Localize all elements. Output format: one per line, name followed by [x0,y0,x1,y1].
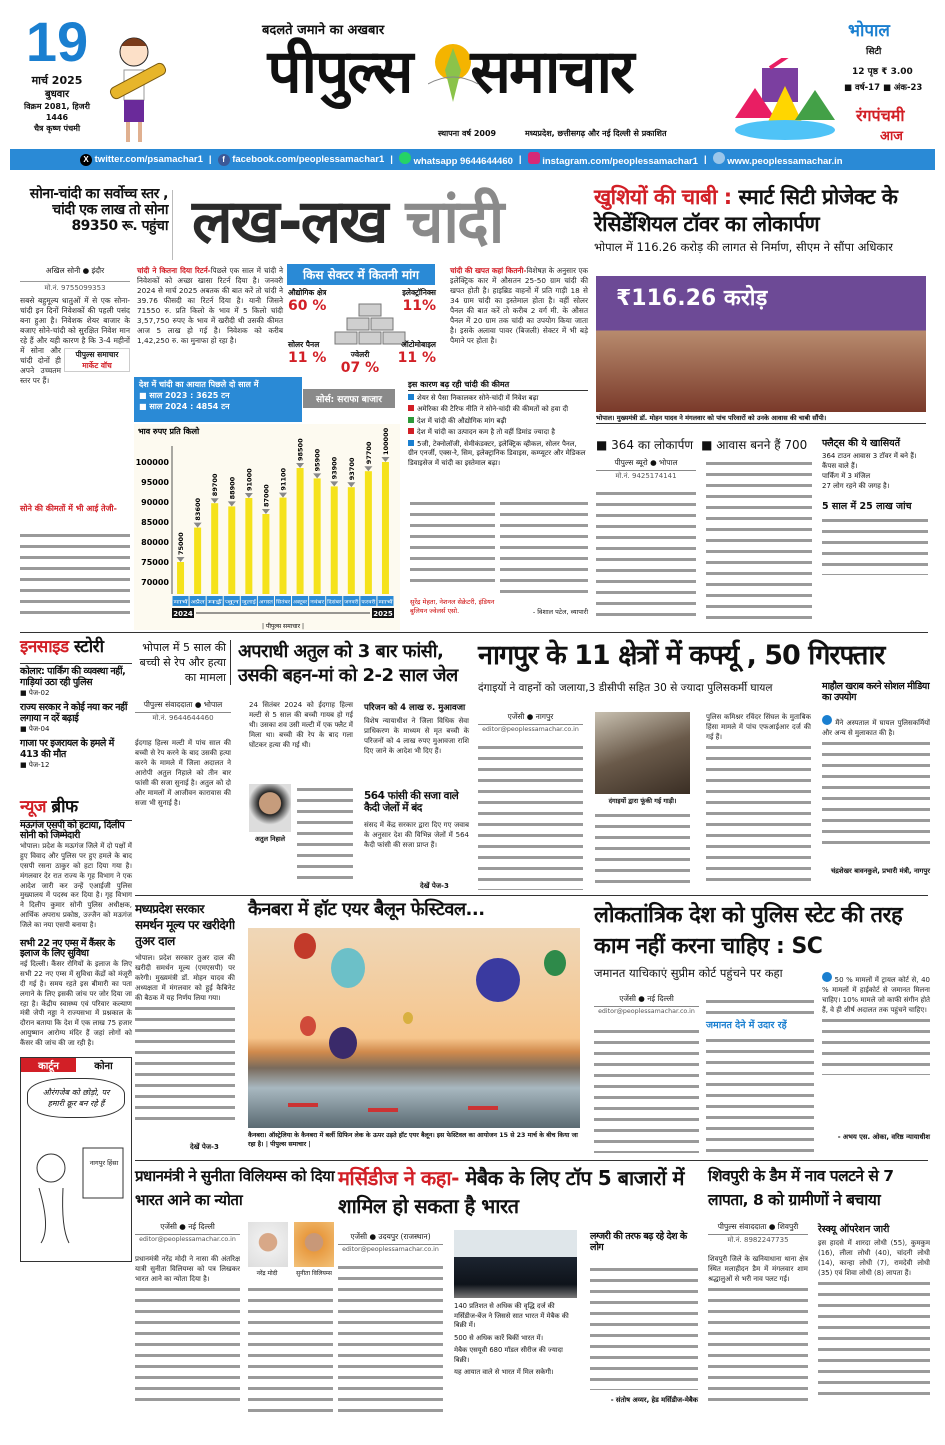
reasons-box [408,380,588,470]
festival-day: आज [880,129,903,144]
data-label: 93900 [330,456,339,480]
nagpur-text-1 [478,742,583,890]
reasons-title: इस कारण बढ़ रही चांदी की कीमत [408,380,588,391]
atul-text-1: ईदगाह हिल्स मल्टी में पांच साल की बच्ची से रेप करने के बाद उसकी हत्या करने के मामले में जिला अदालत ने आरोपी अतुल निहाले को तीन बार फांसी की सजा सुनाई है। अतुल को दो और मामलों में आजीवन कारावास की सजा भी सुनाई है। [135,739,231,807]
reason-item [408,417,588,427]
mercedes-quote-by: - संतोष अय्यर, हेड मर्सिडीज-मेबैक [610,1396,698,1404]
sector-automobile: ऑटोमोबाइल 11 % [397,340,436,366]
tuar-headline: मध्यप्रदेश सरकार समर्थन मूल्य पर खरीदेगी तुअर दाल [135,902,235,948]
sc-text-2 [706,996,814,1014]
features-title: फ्लैट्स की ये खासियतें [822,438,901,449]
masthead [0,0,945,148]
x-tick-label: नवंबर [310,599,321,606]
market-watch-badge: पीपुल्स समाचार मार्केट वॉच [64,348,130,372]
data-label: 87000 [262,484,271,507]
bar-marker [177,557,185,562]
smartcity-mobile: मो.नं. 9425174141 [615,472,677,480]
globe-icon [713,152,725,164]
y-axis-label: भाव रुपए प्रति किलो [138,427,200,436]
jail-head: 564 फांसी की सजा वाले कैदी जेलों में बंद [364,790,459,815]
section-divider [20,632,928,633]
bar-marker [313,473,321,478]
tuar-see-page[interactable]: देखें पेज-3 [190,1143,219,1151]
data-label: 75000 [177,532,186,555]
atul-byline: पीपुल्स संवाददाता ● भोपाल [135,700,231,713]
x-tick-label: अप्रैल [190,599,201,606]
corner-title: कोना [94,1060,113,1072]
bar-marker [330,481,338,486]
bar [314,478,321,594]
bar [280,498,287,594]
import-2024: ■ साल 2024 : 4854 टन [139,402,230,411]
silver-main-headline: लख-लख चांदी [192,187,503,257]
bar [177,562,184,594]
balloons-illustration [248,928,580,1128]
pm-headline: प्रधानमंत्री ने सुनीता विलियम्स को दिया भारत आने का न्योता [135,1167,335,1209]
whatsapp-icon [399,152,411,164]
atul-see-page[interactable]: देखें पेज-3 [420,882,449,890]
sc-byline: एजेंसी ● नई दिल्ली [594,994,699,1007]
sector-solar: सोलर पैनल 11 % [288,340,327,366]
sc-subhead: जमानत याचिकाएं सुप्रीम कोर्ट पहुंचने पर कहा [594,966,783,980]
bar [348,487,355,594]
sector-industrial: औद्योगिक क्षेत्र 60 % [288,288,327,314]
sc-text-1 [594,1026,699,1153]
bullet-icon [408,405,414,411]
data-label: 88900 [228,476,237,500]
quote-column-1 [410,498,495,590]
silver-intro-wrap [20,296,130,386]
x-tick-label: अगस्त [258,599,274,606]
balloon-headline: कैनबरा में हॉट एयर बैलून फेस्टिवल... [248,899,485,920]
reason-text: देश में चांदी का उत्पादन कम है तो वहीं डिमांड ज्यादा है [417,428,555,436]
social-bar: X twitter.com/psamachar1 | f facebook.com/peoplessamachar1 | whatsapp 9644644460 | instagram.com/peoplessamachar1 | www.peoplessamachar.in [10,149,935,170]
sc-email: editor@peoplessamachar.co.in [598,1008,695,1015]
facebook-icon: f [218,154,230,166]
sector-jewellery: ज्वेलरी 07 % [340,350,380,376]
import-box [134,377,302,422]
mercedes-headline: मर्सिडीज ने कहा- मेबैक के लिए टॉप 5 बाजारों में शामिल हो सकता है भारत [338,1166,684,1218]
sc-headline: लोकतांत्रिक देश को पुलिस स्टेट की तरह काम नहीं करना चाहिए : SC [594,903,903,959]
rescue-text: इस हादसे में शारदा लोधी (55), कुमकुम (16), लीला लोधी (40), चांदनी लोधी (14), कान्हा लोधी (7), रामदेवी लोधी (35) एवं शिवा लोधी (8) लापता हैं। [818,1238,930,1420]
data-label: 95900 [313,448,322,472]
sector-electronics: इलेक्ट्रॉनिक्स 11% [402,288,436,314]
website-link[interactable]: www.peoplessamachar.in [713,152,843,167]
mercedes-side-head: लग्जरी की तरफ बढ़ रहे देश के लोग [590,1231,687,1253]
x-tick-label: जनवरी [344,599,357,606]
smartcity-caption: भोपाल। मुख्यमंत्री डॉ. मोहन यादव ने मंगलवार को पांच परिवारों को उनके आवास की चाबी सौंपी। [596,414,926,424]
bullet-icon [408,417,414,423]
sector-title: किस सेक्टर में कितनी मांग [287,264,435,285]
logo: पीपुल्स समाचार [267,37,633,107]
gold-rise-subhead: सोने की कीमतों में भी आई तेजी- [20,504,117,513]
modi-photo [248,1222,288,1267]
whatsapp-link[interactable]: whatsapp 9644644460 [399,152,513,167]
vikram-samvat: विक्रम 2081, हिजरी 1446 [24,102,90,122]
section-divider [135,895,928,896]
bar-marker [245,493,253,498]
tuar-block [135,901,235,1139]
atul-headline: अपराधी अतुल को 3 बार फांसी, उसकी बहन-मां को 2-2 साल जेल [238,641,458,686]
cartoon-speech-bubble: औरंगजेब को छोड़ो, पर हमारी क्रूर बन रहे हैं [27,1078,125,1118]
inside-item[interactable]: राज्य सरकार ने कोई नया कर नहीं लगाया न दरें बढ़ाई ■ पेज-04 [20,701,127,733]
source-label: सोर्स: सराफा बाजार [303,389,395,408]
sunita-photo [294,1222,334,1267]
bar-marker [194,523,202,528]
year-end-label: 2025 [373,610,393,618]
shivpuri-mobile: मो.नं. 8982247735 [727,1236,789,1244]
x-twitter-icon: X [80,154,92,166]
mercedes-byline: एजेंसी ● उदयपुर (राजस्थान) [338,1232,443,1245]
smartcity-headline: खुशियों की चाबी : स्मार्ट सिटी प्रोजेक्ट के रेसिडेंशियल टॉवर का लोकार्पण [594,185,898,236]
data-label: 83600 [194,497,203,521]
nagpur-riot-photo [595,712,690,794]
x-tick-label: सितंबर [275,599,289,606]
features-block [822,436,928,575]
bar-marker [228,501,236,506]
bar-marker [364,466,372,471]
data-label: 89700 [211,473,220,497]
data-label: 91100 [279,467,288,491]
bar [194,528,201,594]
bar [331,486,338,594]
atul-text-3 [297,784,353,884]
features-list: 364 टाउन आवास 3 टॉवर में बने हैं। कैंपस वाले हैं। पार्किंग में 3 मंजिल 27 लोग रहने की जगह है। [822,452,917,490]
atul-text-2: 24 सितंबर 2024 को ईदगाह हिल्स मल्टी से 5 साल की बच्ची गायब हो गई थी। उसका शव उसी मल्टी में एक फ्लैट में मिला था। बच्ची की रेप के बाद गला घोंटकर हत्या की गई थी। [249,701,353,749]
data-label: 91000 [245,468,254,491]
date-day: 19 [25,10,89,73]
bullet-icon [408,428,414,434]
atul-mobile: मो.नं. 9644644460 [152,714,214,722]
import-title: देश में चांदी का आयात पिछले दो साल में [139,380,259,389]
divider [172,190,173,260]
date-block [12,10,102,134]
silver-byline: अखिल सोनी ● इंदौर [45,266,105,275]
mercedes-text-1 [338,1262,443,1420]
x-tick-label: जुलाई [241,599,253,606]
smartcity-head-block [594,184,929,255]
edition: सिटी [866,47,882,57]
shivpuri-byline: पीपुल्स संवाददाता ● शिवपुरी [708,1222,808,1235]
instagram-icon [528,152,540,164]
tuar-text: भोपाल। प्रदेश सरकार तुअर दाल की खरीदी समर्थन मूल्य (एमएसपी) पर करेगी। मुख्यमंत्री डॉ. मोहन यादव की अध्यक्षता में मंगलवार को हुई कैबिनेट की बैठक में यह निर्णय लिया गया। [135,953,235,1123]
sc-quote: 50 % मामलों में ट्रायल कोर्ट से, 40 % मामलों में हाईकोर्ट से जमानत मिलना चाहिए। 10% मामले जो काफी संगीन होते हैं, वे ही शीर्ष अदालत तक पहुंचने चाहिए। [822,972,930,1075]
cartoon-sign: नागपुर हिंसा [89,1158,119,1167]
nagpur-side-by: चंद्रशेखर बावनकुले, प्रभारी मंत्री, नागपुर [830,867,930,875]
reason-text: अमेरिका की टैरिफ नीति ने सोने-चांदी की कीमतों को हवा दी [417,405,569,413]
y-tick-label: 80000 [141,538,169,547]
y-tick-label: 75000 [141,558,169,567]
smartcity-text-1 [596,488,696,623]
city: भोपाल [848,21,890,41]
modi-caption: नरेंद्र मोदी [256,1270,278,1277]
bullet-icon [408,440,414,446]
bar [228,506,235,594]
reason-item [408,394,588,404]
silver-intro: सबसे बहुमूल्य धातुओं में से एक सोना-चांदी इन दिनों निवेशकों की पहली पसंद बना हुआ है। निवेशक शेयर बाजार के बजाए सोने-चांदी को सुरक्षित निवेश मान रहे हैं और यही कारण है कि 3-4 महीनों में सोना और चांदी दोनों ही अपने उच्चतम स्तर पर हैं। [20,296,130,385]
probe-title: 5 साल में 25 लाख जांच [822,501,912,512]
sc-quote-by: - अभय एस. ओका, वरिष्ठ न्यायाधीश [837,1133,930,1141]
tithi: चैत्र कृष्ण पंचमी [33,124,81,133]
jail-text: संसद में केंद्र सरकार द्वारा दिए गए जवाब के अनुसार देश की विभिन्न जेलों में 564 कैदी फांसी की सजा प्राप्त हैं। [364,821,469,849]
data-label: 100000 [381,427,390,455]
quote-icon [822,715,832,725]
reason-item [408,405,588,415]
section-divider [135,1160,928,1161]
smartcity-point2: ■ आवास बनने हैं 700 [701,438,808,452]
nagpur-subhead: दंगाइयों ने वाहनों को जलाया,3 डीसीपी सहित 30 से ज्यादा पुलिसकर्मी घायल [478,682,773,694]
nagpur-side-head: माहौल खराब करने सोशल मीडिया का उपयोग [822,681,930,703]
sunita-caption: सुनीता विलियम्स [296,1270,332,1277]
reason-text: शेयर से पैसा निकालकर सोने-चांदी में निवेश बढ़ा [417,393,539,402]
bar [245,498,252,594]
smartcity-byline: पीपुल्स ब्यूरो ● भोपाल [596,458,696,471]
sc-text-3 [706,1035,814,1153]
silver-consumption: चांदी की खपत कहां कितनी-विशेषज्ञ के अनुसार एक इलेक्ट्रिक कार में औसतन 25-50 ग्राम चांदी की खपत होती है। हाइब्रिड वाहनों में प्रति गाड़ी 18 से 34 ग्राम चांदी का इस्तेमाल होता है। वहीं सोलर पैनल की बात करें तो करीब 2 वर्ग मी. के औसत पैनल में 20 ग्राम तक चांदी का उपयोग किया जाता है। इसके अलावा पावर (बिजली) सेक्टर में भी बड़े पैमाने पर होता है। [450,266,588,345]
import-2023: ■ साल 2023 : 3625 टन [139,391,230,400]
maybach-car-photo [454,1230,577,1298]
balloon-caption: कैनबरा। ऑस्ट्रेलिया के कैनबरा में बर्ली ग्रिफिन लेक के ऊपर उड़ते हॉट एयर बैलून। इस फेस्टिवल का आयोजन 15 से 23 मार्च के बीच किया जा रहा है। | पीपुल्स समाचार | [248,1132,578,1148]
holi-colors-illustration [730,58,840,146]
mercedes-points: 140 प्रतिशत से अधिक की वृद्धि दर्ज की मर्सिडीज-बेंज ने जिससे सात भारत में मेबैक की बिक्री में। 500 से अधिक कारें बिकीं भारत में। मेबैक एसयूवी 680 मॉडल सीरीज की ज्यादा बिक्री। यह आयात वाले से भारत में मिल सकेगी। [454,1302,569,1376]
bar-marker [347,482,355,487]
bar [211,503,218,594]
bar-marker [211,498,219,503]
cartoon-drawing [21,1128,131,1248]
probe-text [822,515,928,575]
y-tick-label: 95000 [141,478,169,487]
news-brief-1: मऊगंज एसपी को हटाया, दिलीप सोनी को जिम्मेदारी भोपाल। प्रदेश के मऊगंज जिले में दो पक्षों में हुए विवाद और पुलिस पर हुए हमले के बाद एसपी रसना ठाकुर को हटा दिया गया है। मंगलवार देर रात राज्य के गृह विभाग ने एक आदेश जारी कर उन्हें एआईजी पुलिस मुख्यालय में पदस्थ कर दिया है। गृह विभाग ने दिलीप कुमार सोनी पुलिस अधीक्षक, आर्थिक अपराध प्रकोष्ठ, उज्जैन को मऊगंज जिले का नया एसपी बनाया है। [20,819,132,929]
compensation-text: विशेष न्यायाधीश ने जिला विधिक सेवा प्राधिकरण के माध्यम से मृत बच्ची के परिजनों को 4 लाख रुपए मुआवजा राशि दिए जाने के आदेश भी दिए हैं। [364,717,469,755]
weekday: बुधवार [44,89,70,100]
bar [382,462,389,594]
year-issue: ■ वर्ष-17 ■ अंक-23 [844,83,923,93]
quote2-by: - विशाल पटेल, व्यापारी [532,608,588,616]
gold-rise-text [20,530,130,620]
sc-subhead2: जमानत देने में उदार रहें [706,1020,787,1031]
x-tick-label: फरवरी [361,599,374,606]
nagpur-photo-caption: दंगाइयों द्वारा फूंकी गई गाड़ी। [608,797,677,805]
twitter-link[interactable]: X twitter.com/psamachar1 [80,154,203,166]
date-month: मार्च 2025 [31,74,83,87]
sc-left-block [594,966,816,980]
compensation-head: परिजन को 4 लाख रु. मुआवजा [364,703,466,713]
reason-item [408,428,588,438]
atul-photo [249,784,291,832]
pm-email: editor@peoplessamachar.co.in [139,1236,236,1243]
x-tick-label: मई [207,599,214,606]
chart-credit: | पीपुल्स समाचार | [262,623,304,630]
mercedes-side-text [590,1264,698,1390]
inside-story-list [20,663,132,770]
nagpur-text-2 [595,810,690,890]
atul-photo-caption: अतुल निहाले [254,835,286,843]
y-tick-label: 100000 [135,458,169,467]
inside-item[interactable]: कोलार: पार्किंग की व्यवस्था नहीं, गाड़ियां उठा रही पुलिस ■ पेज-02 [20,666,126,697]
founded: स्थापना वर्ष 2009 [438,129,497,138]
shivpuri-headline: शिवपुरी के डैम में नाव पलटने से 7 लापता, 8 को ग्रामीणों ने बचाया [708,1167,894,1209]
festival: रंगपंचमी [856,106,905,125]
inside-story-title: इनसाइड स्टोरी [20,637,104,657]
mercedes-email: editor@peoplessamachar.co.in [342,1246,439,1253]
bar-marker [381,457,389,462]
pm-byline: एजेंसी ● नई दिल्ली [135,1222,240,1235]
quote-column-2 [500,498,588,598]
facebook-link[interactable]: f facebook.com/peoplessamachar1 [218,154,385,166]
x-tick-label: अक्टूबर [293,599,309,606]
data-label: 93700 [347,457,356,481]
photo-banner: ₹116.26 करोड़ [616,286,768,311]
cartoon-title: कार्टून [21,1058,76,1072]
nagpur-side-text: मैंने अस्पताल में घायल पुलिसकर्मियों और अन्य से मुलाकात की है। [822,715,930,860]
nagpur-byline: एजेंसी ● नागपुर [478,712,583,725]
rescue-head: रेस्क्यू ऑपरेशन जारी [818,1224,890,1235]
bar [365,471,372,594]
reason-item [408,440,588,469]
bar [262,514,269,594]
smartcity-subhead: भोपाल में 116.26 करोड़ की लागत से निर्माण, सीएम ने सौंपा अधिकार [594,240,893,254]
bullet-icon [408,394,414,400]
silver-return: चांदी ने कितना दिया रिटर्न-पिछले एक साल में चांदी ने निवेशकों को अच्छा खासा रिटर्न दिया है। जनवरी 2024 से मार्च 2025 अबतक की बात करें तो चांदी ने 39.76 फीसदी का रिटर्न दिया है। यानी जिसने 71550 रु. प्रति किलो के भाव में 5 किलो चांदी 3,57,750 रुपए के भाव में खरीदी थी उसकी कीमत आज 5 लाख हो गई है। निवेशक को करीब 1,42,250 रु. का मुनाफा हो रहा है। [137,266,284,345]
instagram-link[interactable]: instagram.com/peoplessamachar1 [528,152,698,167]
silver-side-headline: सोना-चांदी का सर्वोच्च स्तर , चांदी एक लाख तो सोना 89350 रू. पहुंचा [29,186,168,235]
news-brief-2: सभी 22 नए एम्स में कैंसर के इलाज के लिए सुविधा नई दिल्ली। कैंसर रोगियों के इलाज के लिए सभी 22 नए एम्स में सुविधा केंद्रों को मंजूरी दी गई है। समय रहते इस बीमारी का पता लगाने के लिए इसकी जांच पर जोर दिया जा रहा है। केंद्रीय स्वास्थ्य एवं परिवार कल्याण मंत्री जेपी नड्डा ने राज्यसभा में प्रश्नकाल के दौरान बताया कि देश में एक लाख 75 हजार आयुष्मान आरोग्य मंदिर हैं जहां लोगों को कैंसर की जांच की जा रही है। [20,937,132,1047]
reason-text: देश में चांदी की औद्योगिक मांग बढ़ी [417,416,507,425]
holi-kid-illustration [104,30,172,145]
smartcity-photo [596,276,926,412]
bar-marker [262,509,270,514]
nagpur-text-3: पुलिस कमिश्नर रविंदर सिंघल के मुताबिक हिंसा मामले में पांच एफआईआर दर्ज की गई हैं। [706,712,811,890]
y-tick-label: 85000 [141,518,169,527]
published-from: मध्यप्रदेश, छत्तीसगढ़ और नई दिल्ली से प्रकाशित [525,129,667,138]
bar-marker [296,463,304,468]
pages-price: 12 पृष्ठ ₹ 3.00 [852,67,913,77]
nagpur-headline: नागपुर के 11 क्षेत्रों में कर्फ्यू , 50 गिरफ्तार [478,640,885,671]
nagpur-email: editor@peoplessamachar.co.in [482,726,579,733]
x-tick-label: मार्च [173,599,181,606]
smartcity-points [596,436,818,453]
shivpuri-text: शिवपुरी जिले के खनियाधाना थाना क्षेत्र स्थित मलाहीदन डैम में मंगलवार शाम श्रद्धालुओं से भरी नाव पलट गई। [708,1254,808,1420]
quote1-by: सुरेंद्र मेहता, नेशनल सेक्रेटरी, इंडियन बुलियन ज्वेलर्स एसो. [410,598,495,615]
balloon-photo [248,928,580,1128]
smartcity-text-2 [706,458,812,623]
data-label: 97700 [364,441,373,465]
bar-marker [279,493,287,498]
x-tick-label: मार्च [378,599,386,606]
silver-mobile: मो.नं. 9755099353 [20,281,130,293]
atul-kicker: भोपाल में 5 साल की बच्ची से रेप और हत्या का मामला [135,640,231,685]
cartoon-box [20,1057,132,1262]
reason-text: 5जी, टेक्नोलॉजी, सेमीकंडक्टर, इलेक्ट्रिक व्हीकल, सोलर पैनल, ग्रीन एनर्जी, एक्स-रे, सिम, इलेक्ट्रानिक डिवाइस, कम्प्यूटर और मेडिकल डिवाइसेज में चांदी का इस्तेमाल बढ़ा। [408,439,586,467]
data-label: 98500 [296,438,305,461]
tagline: बदलते जमाने का अखबार [262,23,385,38]
inside-item[interactable]: गाजा पर इजरायल के हमले में 413 की मौत ■ पेज-12 [20,737,114,769]
y-tick-label: 90000 [141,498,169,507]
bar [297,468,304,594]
year-start-label: 2024 [173,610,193,618]
x-tick-label: जून [224,599,240,606]
x-tick-label: दिसंबर [327,599,340,606]
y-tick-label: 70000 [141,578,169,587]
news-brief-title: न्यूज ब्रीफ [20,797,78,817]
silver-price-chart [134,424,400,630]
quote-icon [822,972,832,982]
smartcity-point1: ■ 364 का लोकार्पण [596,438,694,452]
news-brief-column [20,798,132,1262]
pm-text-2 [248,1284,333,1420]
pm-text: प्रधानमंत्री नरेंद्र मोदी ने नासा की अंतरिक्ष यात्री सुनीता विलियम्स को पत्र लिखकर भारत आने का न्योता दिया है। [135,1254,240,1420]
